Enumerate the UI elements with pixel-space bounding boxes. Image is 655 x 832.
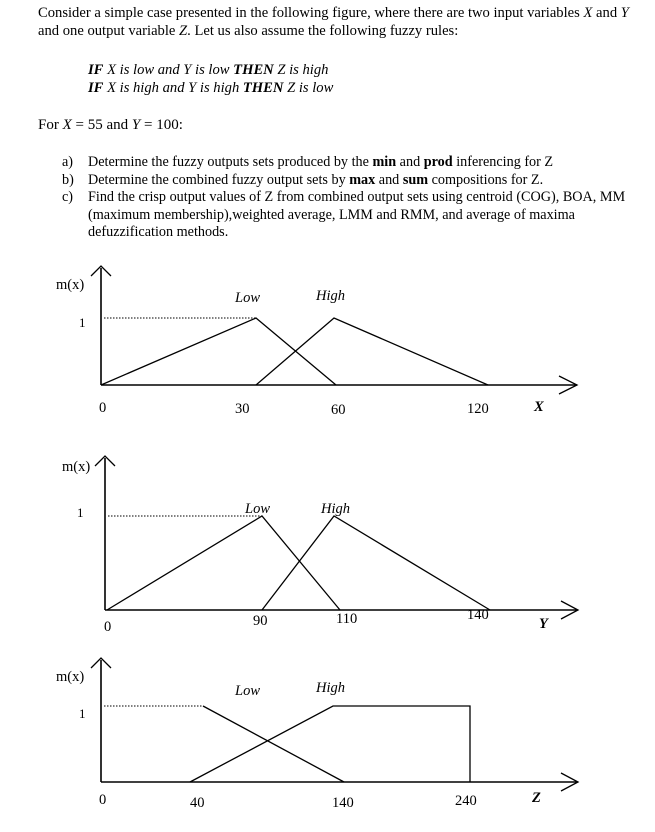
task-a-t3: inferencing for Z bbox=[452, 154, 554, 170]
task-b-t1: Determine the combined fuzzy output sets by bbox=[88, 171, 350, 188]
task-b-label: b) bbox=[62, 171, 74, 188]
given-y-var: Y bbox=[131, 117, 141, 133]
y-axis-label: m(x) bbox=[56, 277, 85, 293]
rule-1-consequent: Z is high bbox=[273, 62, 329, 78]
rule-2-antecedent: X is high and Y is high bbox=[103, 80, 243, 96]
high-set-label: High bbox=[316, 288, 345, 304]
intro-text-4: . Let us also assume the following fuzzy rules: bbox=[187, 23, 459, 39]
tick-label-60: 60 bbox=[331, 402, 346, 418]
given-prefix: For bbox=[38, 117, 63, 133]
intro-text-3: and one output variable bbox=[38, 23, 180, 39]
task-c-label: c) bbox=[62, 189, 74, 205]
rule-2-if: IF bbox=[88, 80, 104, 96]
figure-y-plot bbox=[0, 450, 655, 640]
high-set-label: High bbox=[321, 501, 350, 517]
task-b-b2: sum bbox=[402, 171, 429, 188]
one-tick-label: 1 bbox=[79, 315, 86, 330]
zero-tick-label: 0 bbox=[104, 619, 112, 635]
figure-z-membership bbox=[0, 650, 655, 825]
z-variable-label: Z bbox=[532, 790, 541, 806]
given-values bbox=[38, 117, 183, 134]
task-list bbox=[62, 154, 650, 242]
tick-label-110: 110 bbox=[336, 611, 358, 627]
high-set-label: High bbox=[316, 680, 345, 696]
task-a-b1: min bbox=[372, 154, 397, 170]
intro-text-1: Consider a simple case presented in the following figure, where there are two input variables bbox=[38, 5, 584, 21]
tick-label-240: 240 bbox=[455, 793, 477, 809]
y-variable-label: Y bbox=[539, 616, 548, 632]
task-b-b1: max bbox=[349, 171, 376, 188]
tick-label-90: 90 bbox=[253, 613, 268, 629]
tick-label-30: 30 bbox=[235, 401, 250, 417]
given-y-val: = 100: bbox=[140, 117, 183, 133]
rule-2-consequent: Z is low bbox=[283, 80, 334, 96]
low-set-label: Low bbox=[235, 683, 260, 699]
task-c bbox=[62, 189, 650, 242]
task-a bbox=[62, 154, 650, 172]
rule-1-if: IF bbox=[88, 62, 104, 78]
task-a-b2: prod bbox=[423, 154, 453, 170]
low-set-label: Low bbox=[245, 501, 270, 517]
x-variable-label: X bbox=[534, 399, 544, 415]
high-set-shape bbox=[190, 706, 470, 782]
intro-var-y: Y bbox=[620, 5, 629, 21]
fuzzy-rules bbox=[88, 61, 333, 97]
rule-2 bbox=[88, 79, 333, 97]
intro-var-x: X bbox=[583, 5, 593, 21]
low-triangle bbox=[107, 516, 340, 610]
tick-label-40: 40 bbox=[190, 795, 205, 811]
high-triangle bbox=[262, 516, 490, 610]
one-tick-label: 1 bbox=[79, 706, 86, 721]
low-set-line bbox=[203, 706, 344, 782]
rule-1 bbox=[88, 61, 333, 79]
tick-label-120: 120 bbox=[467, 401, 489, 417]
rule-1-then: THEN bbox=[233, 62, 274, 78]
rule-2-then: THEN bbox=[242, 80, 284, 96]
problem-intro bbox=[38, 4, 643, 40]
low-set-label: Low bbox=[235, 290, 260, 306]
task-a-t1: Determine the fuzzy outputs sets produced by the bbox=[88, 154, 373, 170]
task-a-label: a) bbox=[62, 154, 74, 170]
given-x-var: X bbox=[62, 117, 72, 133]
task-b-t2: and bbox=[375, 171, 403, 188]
figure-x-membership bbox=[0, 258, 655, 428]
zero-tick-label: 0 bbox=[99, 792, 107, 808]
intro-var-z: Z bbox=[179, 23, 188, 39]
task-c-text: Find the crisp output values of Z from combined output sets using centroid (COG), BOA, MM (maximum membership),weighted average, LMM and RMM, and average of maxima defuzzification methods. bbox=[88, 189, 626, 240]
intro-text-2: and bbox=[592, 5, 621, 21]
figure-y-membership bbox=[0, 450, 655, 640]
task-b bbox=[62, 172, 650, 190]
y-axis-label: m(x) bbox=[56, 669, 85, 685]
given-x-val: = 55 and bbox=[71, 117, 132, 133]
rule-1-antecedent: X is low and Y is low bbox=[103, 62, 234, 78]
high-triangle bbox=[256, 318, 488, 385]
low-triangle bbox=[101, 318, 336, 385]
task-a-text bbox=[88, 154, 650, 172]
tick-label-140: 140 bbox=[332, 795, 354, 811]
task-b-t3: compositions for Z. bbox=[428, 171, 544, 188]
zero-tick-label: 0 bbox=[99, 400, 107, 416]
one-tick-label: 1 bbox=[77, 505, 84, 520]
task-b-text bbox=[88, 172, 650, 190]
tick-label-140: 140 bbox=[467, 607, 489, 623]
y-axis-label: m(x) bbox=[62, 459, 91, 475]
task-a-t2: and bbox=[396, 154, 424, 170]
